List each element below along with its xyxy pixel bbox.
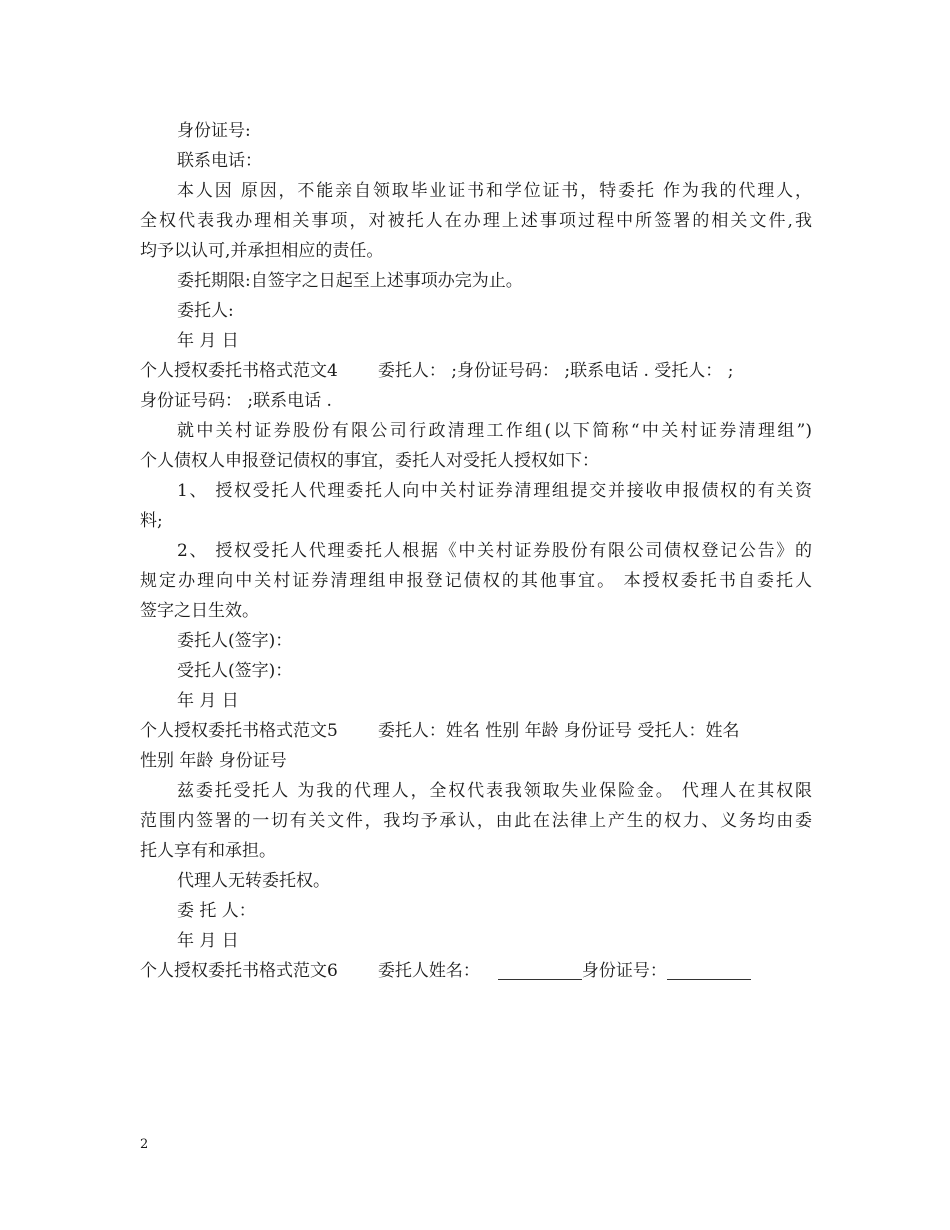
date-line: 年 月 日 — [177, 931, 239, 951]
document-body — [140, 116, 812, 986]
section-heading-5: 个人授权委托书格式范文5 — [140, 721, 338, 741]
id-number-line: 身份证号: — [177, 121, 251, 141]
paragraph-line: 个人债权人申报登记债权的事宜，委托人对受托人授权如下： — [140, 451, 599, 471]
principal-name-blank — [498, 959, 582, 980]
list-item-2: 2、 授权受托人代理委托人根据《中关村证券股份有限公司债权登记公告》的 — [177, 541, 812, 561]
section-5-parties: 委托人：姓名 性别 年龄 身份证号 受托人：姓名 — [377, 721, 740, 741]
paragraph-line: 托人享有和承担。 — [140, 841, 276, 861]
section-line-5 — [140, 716, 812, 746]
list-item-1: 1、 授权受托人代理委托人向中关村证券清理组提交并接收申报债权的有关资 — [177, 481, 812, 501]
principal-line: 委 托 人： — [177, 901, 256, 921]
list-item-2-cont: 签字之日生效。 — [140, 601, 259, 621]
paragraph-line: 就中关村证券股份有限公司行政清理工作组(以下简称“中关村证券清理组”) — [177, 421, 812, 441]
paragraph-line: 性别 年龄 身份证号 — [140, 751, 287, 771]
section-4-parties: 委托人： ;身份证号码： ;联系电话 . 受托人： ; — [377, 361, 734, 381]
paragraph-line: 兹委托受托人 为我的代理人，全权代表我领取失业保险金。 代理人在其权限 — [177, 781, 812, 801]
term-line: 委托期限:自签字之日起至上述事项办完为止。 — [177, 271, 523, 291]
date-line: 年 月 日 — [177, 331, 239, 351]
agent-sign-line: 受托人(签字)： — [177, 661, 293, 681]
paragraph-line: 身份证号码： ;联系电话 . — [140, 391, 332, 411]
paragraph-line: 均予以认可,并承担相应的责任。 — [140, 241, 384, 261]
paragraph-line: 范围内签署的一切有关文件，我均予承认，由此在法律上产生的权力、义务均由委 — [140, 811, 812, 831]
date-line: 年 月 日 — [177, 691, 239, 711]
id-number-label: 身份证号： — [581, 961, 667, 981]
paragraph-line: 全权代表我办理相关事项，对被托人在办理上述事项过程中所签署的相关文件,我 — [140, 211, 812, 231]
id-number-blank — [667, 959, 751, 980]
page-number: 2 — [140, 1137, 149, 1152]
paragraph-line: 本人因 原因，不能亲自领取毕业证书和学位证书，特委托 作为我的代理人， — [177, 181, 812, 201]
section-heading-6: 个人授权委托书格式范文6 — [140, 961, 338, 981]
phone-line: 联系电话： — [177, 151, 262, 171]
list-item-2-cont: 规定办理向中关村证券清理组申报登记债权的其他事宜。 本授权委托书自委托人 — [140, 571, 812, 591]
list-item-1-cont: 料; — [140, 511, 163, 531]
section-line-6 — [140, 956, 812, 986]
no-subdelegation-line: 代理人无转委托权。 — [177, 871, 330, 891]
section-line-4 — [140, 356, 812, 386]
principal-name-label: 委托人姓名： — [377, 961, 480, 981]
section-heading-4: 个人授权委托书格式范文4 — [140, 361, 338, 381]
principal-sign-line: 委托人(签字)： — [177, 631, 293, 651]
principal-line: 委托人: — [177, 301, 234, 321]
